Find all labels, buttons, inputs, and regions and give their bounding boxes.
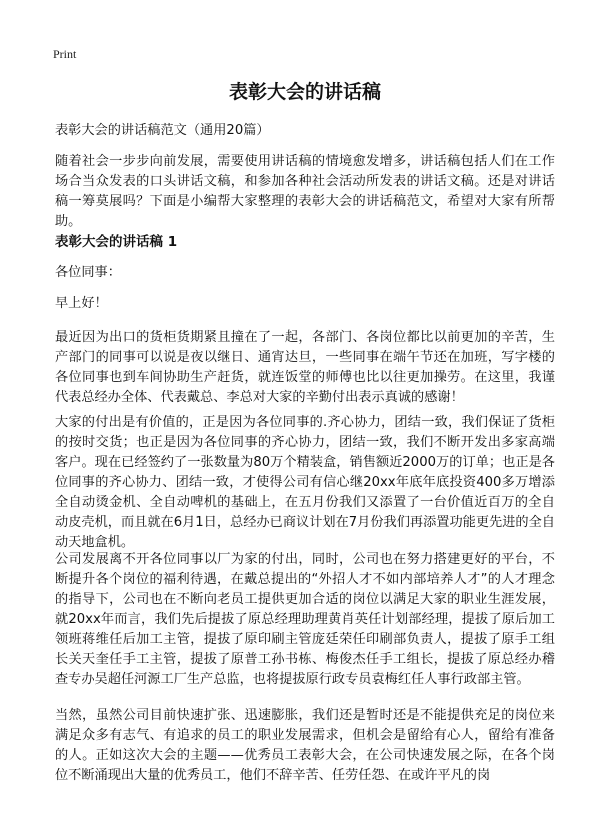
body-paragraph: 当然，虽然公司目前快速扩张、迅速膨胀，我们还是暂时还是不能提供充足的岗位来满足众多有志气、有追求的员工的职业发展需求，但机会是留给有心人，留给有准备的人。正如这次大会的主题——优秀员工表彰大会，在公司快速发展之际，在各个岗位不断涌现出大量的优秀员工，他们不辞辛苦、任劳任怨、在或许平凡的岗 <box>55 708 555 783</box>
body-paragraph: 公司发展离不开各位同事以厂为家的付出，同时，公司也在努力搭建更好的平台，不断提升各个岗位的福利待遇，在戴总提出的“外招人才不如内部培养人才”的人才理念的指导下，公司也在不断向老员工提供更加合适的岗位以满足大家的职业生涯发展，就20xx年而言，我们先后提拔了原总经理助理黄肖英任计划部经理，提拔了原后加工领班蒋维任后加工主管，提拔了原印刷主管庞廷荣任印刷部负责人，提拔了原手工组长关天奎任手工主管，提拔了原普工孙书栋、梅俊杰任手工组长，提拔了原总经办稽查专办吴超任河源工厂生产总监，也将提拔原行政专员袁梅红任人事行政部主管。 <box>55 552 555 687</box>
body-paragraph: 最近因为出口的货柜货期紧且撞在了一起，各部门、各岗位都比以前更加的辛苦，生产部门的同事可以说是夜以继日、通宵达旦，一些同事在端午节还在加班，写字楼的各位同事也到车间协助生产赶货，就连饭堂的师傅也比以往更加操劳。在这里，我谨代表总经办全体、代表戴总、李总对大家的辛勤付出表示真诚的感谢！ <box>55 330 555 405</box>
print-link[interactable]: Print <box>53 47 77 61</box>
good-morning: 早上好！ <box>55 296 108 311</box>
section-heading: 表彰大会的讲话稿 1 <box>55 234 178 250</box>
greeting: 各位同事： <box>55 265 121 280</box>
page-title: 表彰大会的讲话稿 <box>228 81 381 103</box>
body-paragraph: 大家的付出是有价值的，正是因为各位同事的.齐心协力，团结一致，我们保证了货柜的按时交货；也正是因为各位同事的齐心协力，团结一致，我们不断开发出多家高端客户。现在已经签约了一张数量为80万个精装盒，销售额近2000万的订单；也正是各位同事的齐心协力、团结一致，才使得公司有信心继20xx年底年底投资400多万增添全自动烫金机、全自动啤机的基础上，在五月份我们又添置了一台价值近百万的全自动皮壳机，而且就在6月1日，总经办已商议计划在7月份我们再添置功能更先进的全自动天地盒机。 <box>55 415 555 550</box>
subtitle: 表彰大会的讲话稿范文（通用20篇） <box>55 123 270 138</box>
intro-paragraph: 随着社会一步步向前发展，需要使用讲话稿的情境愈发增多，讲话稿包括人们在工作场合当众发表的口头讲话文稿，和参加各种社会活动所发表的讲话文稿。还是对讲话稿一筹莫展吗？下面是小编帮大家整理的表彰大会的讲话稿范文，希望对大家有所帮助。 <box>55 154 555 229</box>
